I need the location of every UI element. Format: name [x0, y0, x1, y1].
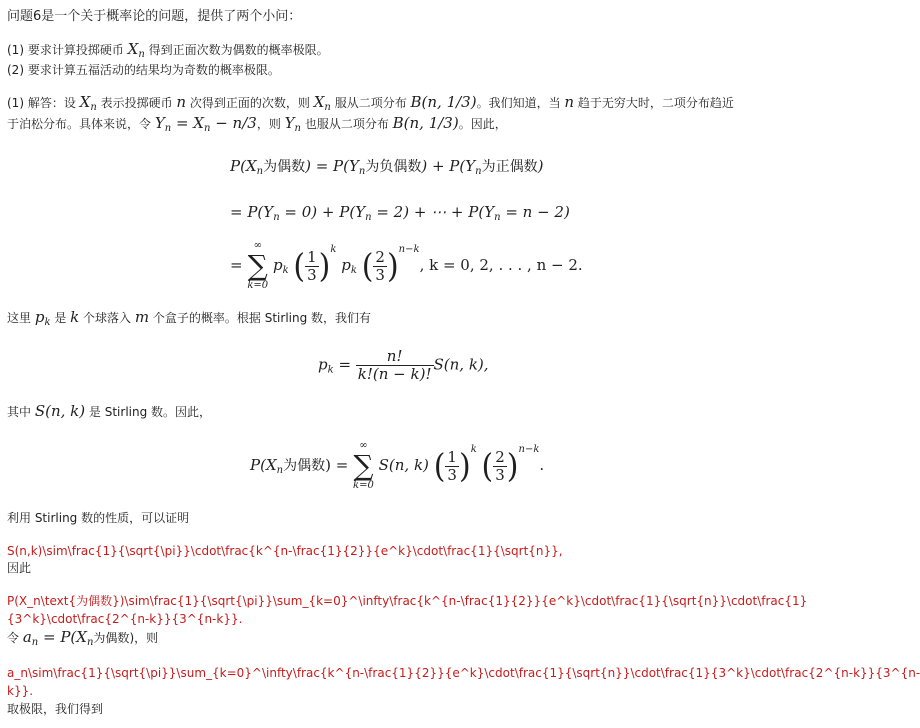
stirling-note: 其中 S(n, k) 是 Stirling 数。因此， — [7, 402, 212, 420]
limit-text: 取极限，我们得到 — [7, 702, 104, 716]
latex-raw-3a: a_n\sim\frac{1}{\sqrt{\pi}}\sum_{k=0}^\infty\frac{k^{n-\frac{1}{2}}{e^k}\cdot\frac{1}{\sqrt{n}}\cdot\frac{1}{3^k}\cdot\frac{2^{n-k}}{3^{n- — [7, 666, 920, 680]
thus-text: 因此 — [7, 561, 32, 575]
equation-2: = $P(Y_n = 0) + P(Y_n = 2)$ + ⋯ + $P(Y_n = n - 2)$ — [230, 203, 570, 223]
pk-equation: $p_k$ = $\frac{n!}{k!(n - k)!}$ S(n, k), — [318, 347, 489, 383]
let-an: 令 $a_n = P(X_n$为偶数)，则 — [7, 628, 159, 648]
answer-line-1: (1) 解答：设 $X_n$ 表示投掷硬币 n 次得到正面的次数，则 $X_n$ 服从二项分布 B(n, 1/3)。我们知道，当 n 趋于无穷大时，二项分布趋近 — [7, 93, 734, 113]
answer-line-2: 于泊松分布。具体来说，令 $Y_n = X_n - n/3$，则 $Y_n$ 也服从二项分布 B(n, 1/3)。因此， — [7, 114, 507, 134]
latex-raw-2a: P(X_n\text{为偶数})\sim\frac{1}{\sqrt{\pi}}\sum_{k=0}^\infty\frac{k^{n-\frac{1}{2}}{e^k}\cdot\frac{1}{\sqrt{n}}\cdot\frac{1} — [7, 594, 808, 608]
equation-3: = ∞ ∑ k=0 $p_k$ ( $\frac{1}{3}$ )$^k$ $p_k$ ( $\frac{2}{3}$ )$^{n-k}$, k = 0, 2, . . . , n − 2. — [230, 240, 583, 291]
sum-operator: ∞ ∑ k=0 — [247, 240, 269, 291]
question-2: (2) 要求计算五福活动的结果均为奇数的概率极限。 — [7, 63, 280, 77]
latex-raw-3b: k}}. — [7, 684, 34, 698]
equation-4: $P(X_n$为偶数) = ∞ ∑ k=0 S(n, k) ( $\frac{1}{3}$ )$^k$ ( $\frac{2}{3}$ )$^{n-k}$. — [250, 440, 545, 491]
sum-operator-2: ∞ ∑ k=0 — [353, 440, 374, 491]
equation-1: $P(X_n$为偶数) = $P(Y_n$为负偶数) + $P(Y_n$为正偶数) — [230, 157, 544, 177]
intro-text: 问题6是一个关于概率论的问题，提供了两个小问： — [7, 9, 302, 24]
latex-raw-1: S(n,k)\sim\frac{1}{\sqrt{\pi}}\cdot\frac{k^{n-\frac{1}{2}}{e^k}\cdot\frac{1}{\sqrt{n}}, — [7, 544, 563, 558]
pk-explanation: 这里 $p_k$ 是 k 个球落入 m 个盒子的概率。根据 Stirling 数，我们有 — [7, 308, 372, 328]
question-1: (1) 要求计算投掷硬币 $X_n$ 得到正面次数为偶数的概率极限。 — [7, 40, 329, 60]
stirling-property: 利用 Stirling 数的性质，可以证明 — [7, 511, 190, 525]
latex-raw-2b: {3^k}\cdot\frac{2^{n-k}}{3^{n-k}}. — [7, 612, 243, 626]
